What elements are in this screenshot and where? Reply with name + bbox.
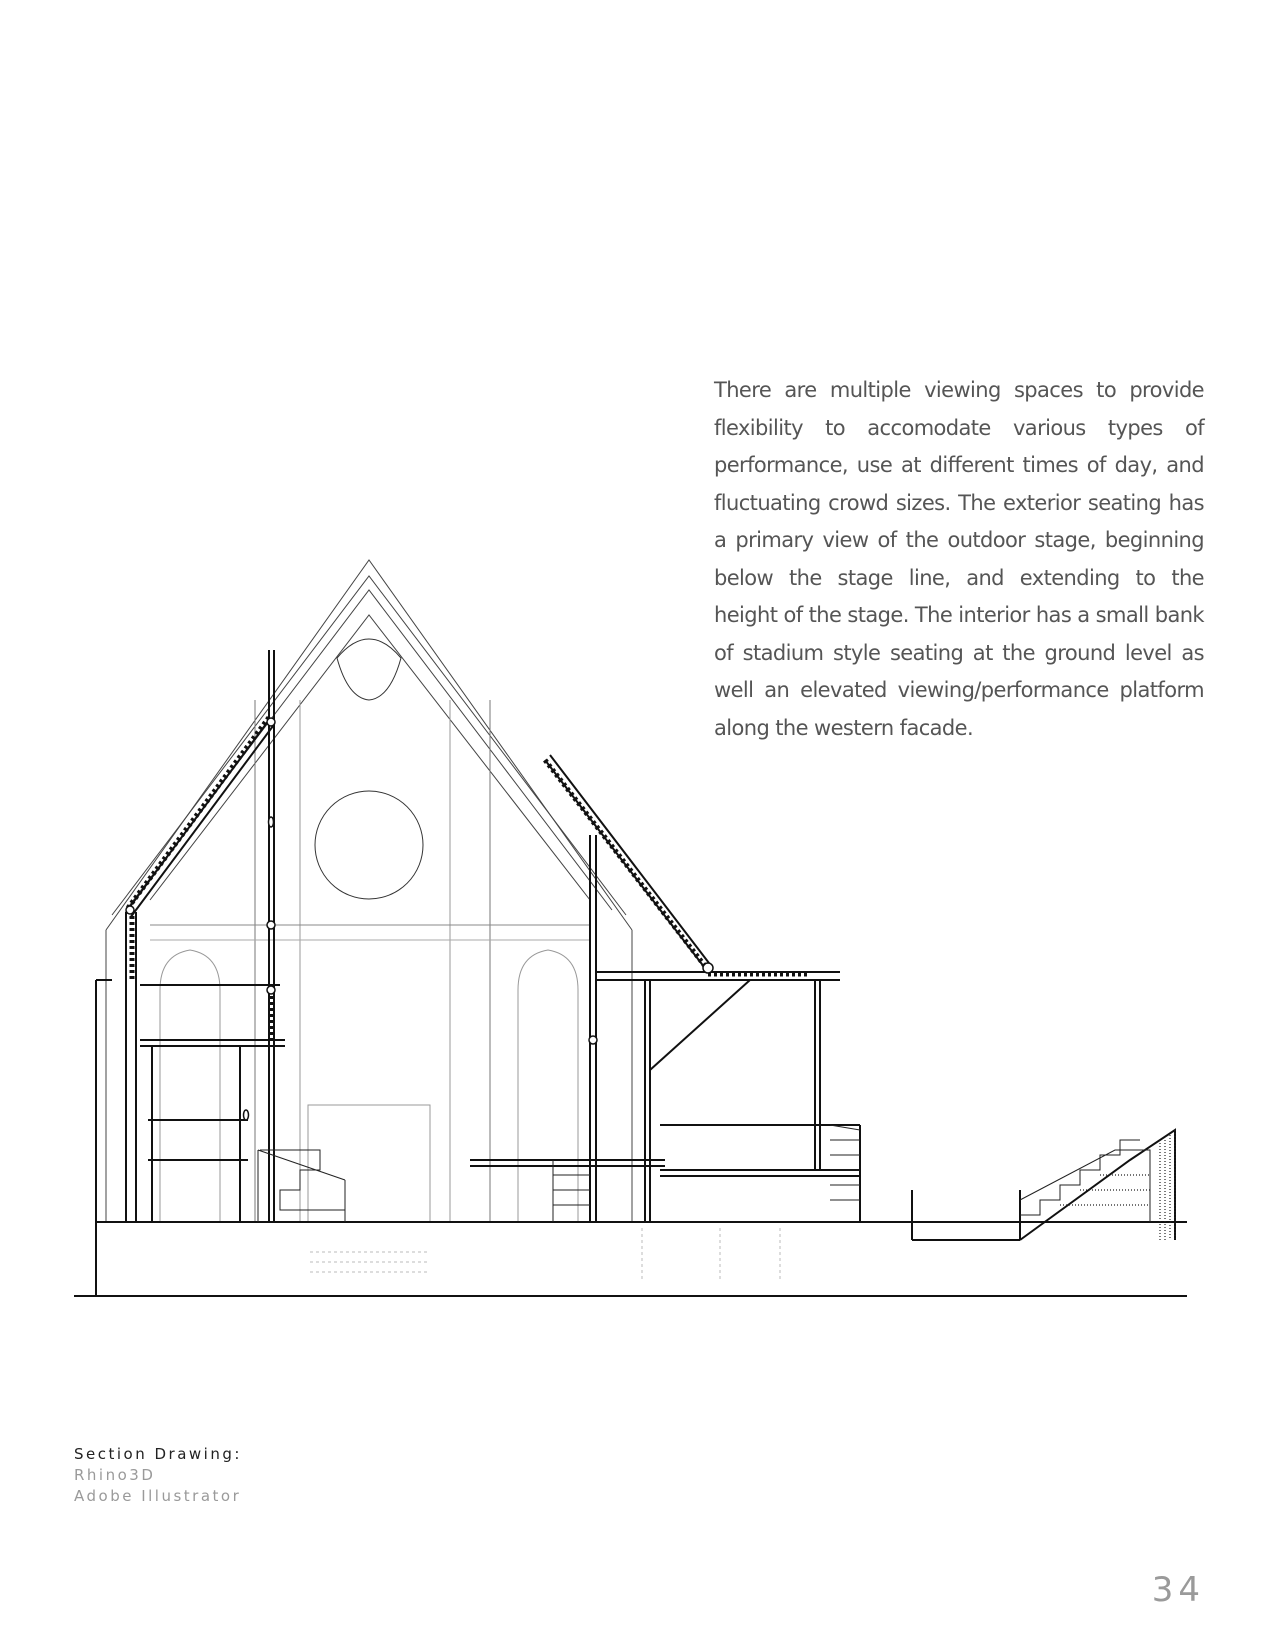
interior-stair [260,1150,345,1210]
page-number: 34 [1151,1570,1205,1610]
credits-tool-illustrator: Adobe Illustrator [74,1487,242,1505]
description-paragraph: There are multiple viewing spaces to provide flexibility to accomodate various types of performance, use at different times of day, and fluctuating crowd sizes. The exterior seating has a primary view of the outdoor stage, beginning below the stage line, and extending to the height of the stage. The interior has a small bank of stadium style seating at the ground level as well an elevated viewing/performance platform along the western facade. [714,378,1204,740]
trefoil-window [337,639,401,700]
stadium-seating-interior [553,1160,590,1222]
outdoor-bleacher [1020,1140,1140,1215]
credits-block [74,1444,242,1507]
gable-inner-frame [150,615,590,900]
rose-window [315,791,423,899]
central-doorway [308,1105,430,1222]
credits-heading: Section Drawing: [74,1445,242,1463]
exterior-stair [830,1125,860,1200]
credits-tool-rhino: Rhino3D [74,1466,156,1484]
roof-inner-line [126,590,612,910]
gothic-window-right [518,950,578,1222]
roof-middle-line [112,576,626,915]
gothic-window-left [160,950,220,1222]
